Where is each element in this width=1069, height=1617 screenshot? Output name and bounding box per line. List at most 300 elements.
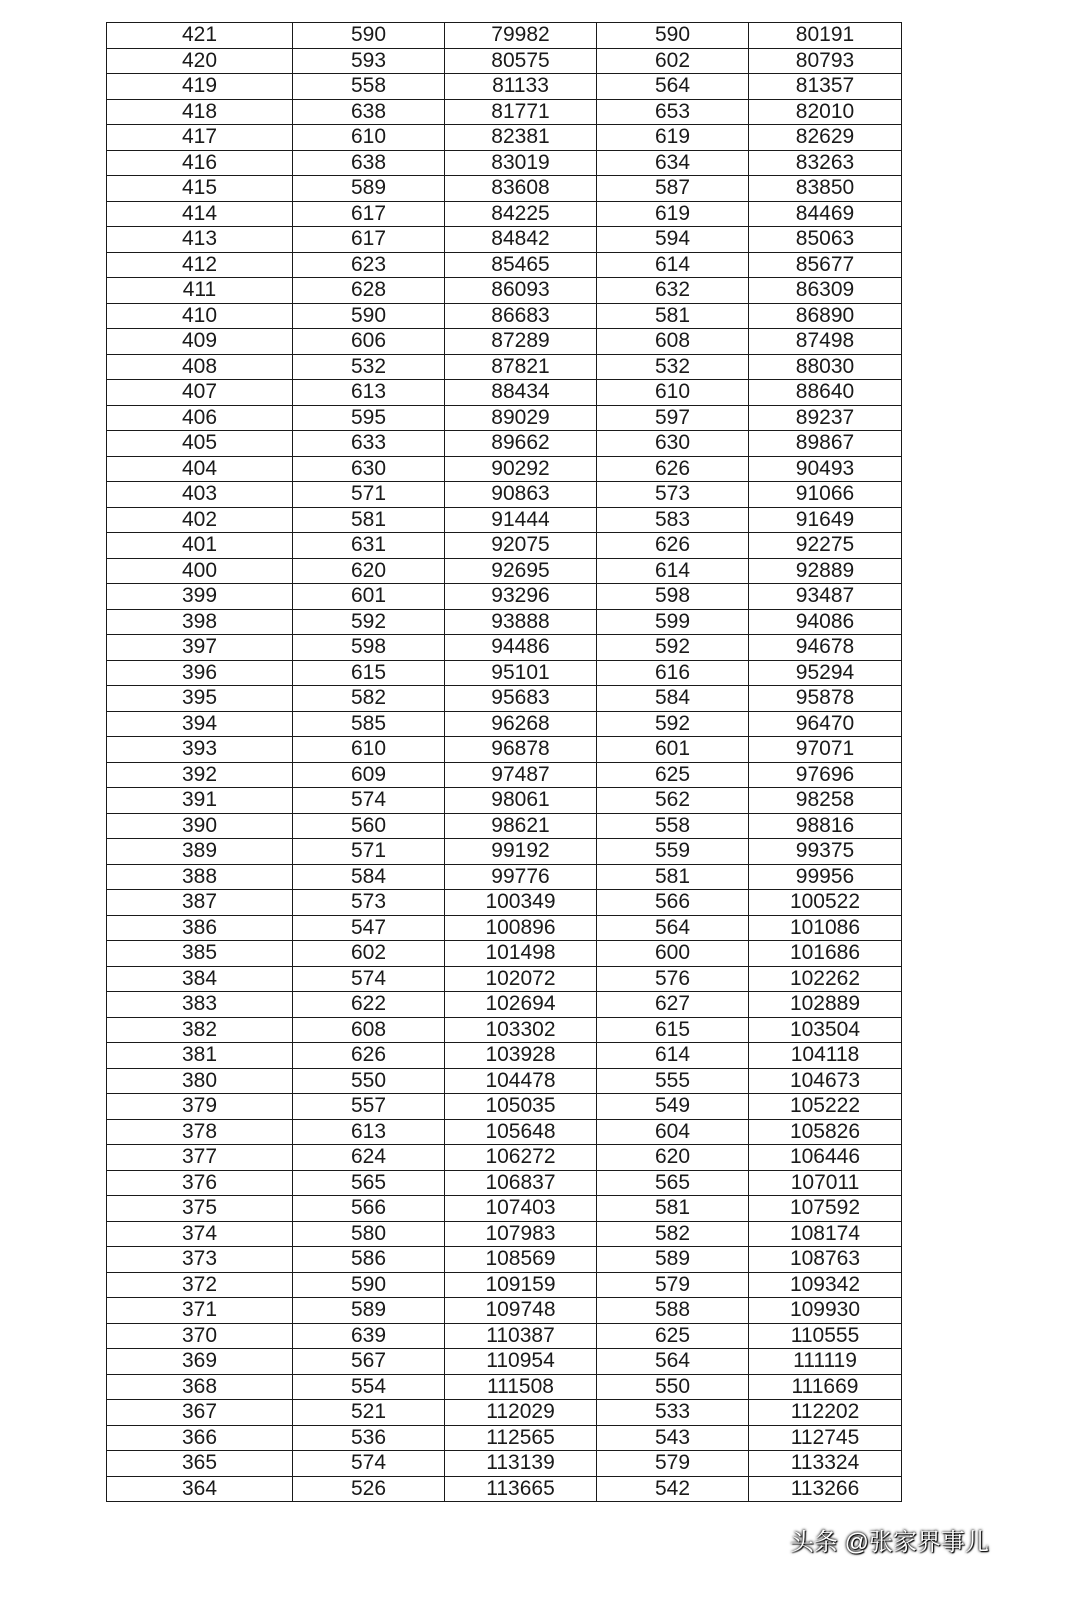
count-a-cell: 606: [293, 329, 445, 355]
count-a-cell: 626: [293, 1043, 445, 1069]
score-cell: 370: [107, 1323, 293, 1349]
watermark-text: 头条 @张家界事儿: [790, 1529, 990, 1556]
table-row: [107, 1451, 902, 1477]
count-a-cell: 550: [293, 1068, 445, 1094]
score-cell: 385: [107, 941, 293, 967]
score-cell: 393: [107, 737, 293, 763]
cumulative-b-cell: 81357: [749, 74, 902, 100]
score-cell: 411: [107, 278, 293, 304]
count-a-cell: 617: [293, 227, 445, 253]
cumulative-a-cell: 112565: [445, 1425, 597, 1451]
count-a-cell: 639: [293, 1323, 445, 1349]
cumulative-b-cell: 82010: [749, 99, 902, 125]
cumulative-b-cell: 111119: [749, 1349, 902, 1375]
table-row: [107, 1043, 902, 1069]
count-a-cell: 526: [293, 1476, 445, 1502]
count-b-cell: 576: [597, 966, 749, 992]
score-cell: 401: [107, 533, 293, 559]
cumulative-a-cell: 107403: [445, 1196, 597, 1222]
score-cell: 409: [107, 329, 293, 355]
cumulative-a-cell: 111508: [445, 1374, 597, 1400]
cumulative-b-cell: 104673: [749, 1068, 902, 1094]
cumulative-a-cell: 81133: [445, 74, 597, 100]
score-cell: 394: [107, 711, 293, 737]
count-b-cell: 587: [597, 176, 749, 202]
cumulative-a-cell: 93888: [445, 609, 597, 635]
cumulative-b-cell: 110555: [749, 1323, 902, 1349]
count-b-cell: 579: [597, 1451, 749, 1477]
score-cell: 386: [107, 915, 293, 941]
table-row: [107, 992, 902, 1018]
cumulative-a-cell: 90863: [445, 482, 597, 508]
score-cell: 390: [107, 813, 293, 839]
cumulative-b-cell: 108174: [749, 1221, 902, 1247]
cumulative-b-cell: 92889: [749, 558, 902, 584]
count-b-cell: 614: [597, 558, 749, 584]
count-b-cell: 549: [597, 1094, 749, 1120]
count-a-cell: 589: [293, 1298, 445, 1324]
cumulative-b-cell: 94678: [749, 635, 902, 661]
count-a-cell: 620: [293, 558, 445, 584]
count-b-cell: 588: [597, 1298, 749, 1324]
table-row: [107, 405, 902, 431]
score-cell: 399: [107, 584, 293, 610]
count-b-cell: 626: [597, 533, 749, 559]
table-row: [107, 1374, 902, 1400]
count-a-cell: 623: [293, 252, 445, 278]
count-a-cell: 590: [293, 1272, 445, 1298]
score-cell: 383: [107, 992, 293, 1018]
table-row: [107, 329, 902, 355]
count-a-cell: 608: [293, 1017, 445, 1043]
count-a-cell: 566: [293, 1196, 445, 1222]
table-row: [107, 99, 902, 125]
score-cell: 377: [107, 1145, 293, 1171]
table-row: [107, 380, 902, 406]
score-cell: 391: [107, 788, 293, 814]
cumulative-b-cell: 103504: [749, 1017, 902, 1043]
cumulative-a-cell: 98621: [445, 813, 597, 839]
count-b-cell: 583: [597, 507, 749, 533]
table-row: [107, 864, 902, 890]
cumulative-a-cell: 84225: [445, 201, 597, 227]
table-row: [107, 482, 902, 508]
cumulative-b-cell: 106446: [749, 1145, 902, 1171]
score-cell: 404: [107, 456, 293, 482]
table-row: [107, 915, 902, 941]
cumulative-b-cell: 97696: [749, 762, 902, 788]
table-row: [107, 788, 902, 814]
count-a-cell: 590: [293, 23, 445, 49]
table-row: [107, 558, 902, 584]
table-row: [107, 456, 902, 482]
table-row: [107, 48, 902, 74]
cumulative-b-cell: 91066: [749, 482, 902, 508]
table-row: [107, 507, 902, 533]
score-cell: 420: [107, 48, 293, 74]
score-cell: 395: [107, 686, 293, 712]
table-row: [107, 227, 902, 253]
table-row: [107, 1068, 902, 1094]
cumulative-a-cell: 83608: [445, 176, 597, 202]
cumulative-b-cell: 112202: [749, 1400, 902, 1426]
cumulative-b-cell: 108763: [749, 1247, 902, 1273]
count-b-cell: 626: [597, 456, 749, 482]
table-row: [107, 890, 902, 916]
table-row: [107, 74, 902, 100]
count-b-cell: 590: [597, 23, 749, 49]
count-a-cell: 560: [293, 813, 445, 839]
table-row: [107, 941, 902, 967]
score-cell: 381: [107, 1043, 293, 1069]
cumulative-a-cell: 95101: [445, 660, 597, 686]
count-b-cell: 594: [597, 227, 749, 253]
cumulative-a-cell: 97487: [445, 762, 597, 788]
score-cell: 398: [107, 609, 293, 635]
count-a-cell: 567: [293, 1349, 445, 1375]
count-a-cell: 521: [293, 1400, 445, 1426]
cumulative-b-cell: 107011: [749, 1170, 902, 1196]
score-cell: 368: [107, 1374, 293, 1400]
cumulative-a-cell: 101498: [445, 941, 597, 967]
count-b-cell: 614: [597, 252, 749, 278]
cumulative-a-cell: 91444: [445, 507, 597, 533]
count-a-cell: 586: [293, 1247, 445, 1273]
table-row: [107, 711, 902, 737]
cumulative-b-cell: 85677: [749, 252, 902, 278]
count-a-cell: 536: [293, 1425, 445, 1451]
cumulative-b-cell: 105222: [749, 1094, 902, 1120]
table-row: [107, 635, 902, 661]
table-row: [107, 660, 902, 686]
cumulative-a-cell: 82381: [445, 125, 597, 151]
count-b-cell: 616: [597, 660, 749, 686]
count-b-cell: 604: [597, 1119, 749, 1145]
count-a-cell: 557: [293, 1094, 445, 1120]
cumulative-b-cell: 95294: [749, 660, 902, 686]
count-b-cell: 600: [597, 941, 749, 967]
count-a-cell: 565: [293, 1170, 445, 1196]
score-cell: 396: [107, 660, 293, 686]
count-b-cell: 581: [597, 1196, 749, 1222]
count-a-cell: 638: [293, 150, 445, 176]
count-b-cell: 559: [597, 839, 749, 865]
count-b-cell: 620: [597, 1145, 749, 1171]
score-cell: 375: [107, 1196, 293, 1222]
count-b-cell: 582: [597, 1221, 749, 1247]
count-b-cell: 610: [597, 380, 749, 406]
cumulative-a-cell: 100896: [445, 915, 597, 941]
cumulative-a-cell: 84842: [445, 227, 597, 253]
count-b-cell: 632: [597, 278, 749, 304]
cumulative-b-cell: 88030: [749, 354, 902, 380]
table-row: [107, 1221, 902, 1247]
table-row: [107, 354, 902, 380]
score-cell: 418: [107, 99, 293, 125]
cumulative-b-cell: 96470: [749, 711, 902, 737]
count-b-cell: 566: [597, 890, 749, 916]
count-a-cell: 580: [293, 1221, 445, 1247]
score-cell: 373: [107, 1247, 293, 1273]
table-row: [107, 839, 902, 865]
count-a-cell: 574: [293, 788, 445, 814]
cumulative-b-cell: 111669: [749, 1374, 902, 1400]
count-b-cell: 625: [597, 762, 749, 788]
cumulative-b-cell: 105826: [749, 1119, 902, 1145]
count-a-cell: 592: [293, 609, 445, 635]
cumulative-a-cell: 83019: [445, 150, 597, 176]
count-b-cell: 653: [597, 99, 749, 125]
score-cell: 412: [107, 252, 293, 278]
table-row: [107, 201, 902, 227]
count-b-cell: 550: [597, 1374, 749, 1400]
count-b-cell: 615: [597, 1017, 749, 1043]
cumulative-b-cell: 112745: [749, 1425, 902, 1451]
cumulative-b-cell: 99375: [749, 839, 902, 865]
cumulative-a-cell: 93296: [445, 584, 597, 610]
score-cell: 407: [107, 380, 293, 406]
count-b-cell: 589: [597, 1247, 749, 1273]
count-a-cell: 628: [293, 278, 445, 304]
count-a-cell: 571: [293, 839, 445, 865]
score-cell: 388: [107, 864, 293, 890]
cumulative-b-cell: 98816: [749, 813, 902, 839]
cumulative-a-cell: 112029: [445, 1400, 597, 1426]
score-cell: 406: [107, 405, 293, 431]
cumulative-a-cell: 110387: [445, 1323, 597, 1349]
score-cell: 378: [107, 1119, 293, 1145]
table-row: [107, 1196, 902, 1222]
count-a-cell: 571: [293, 482, 445, 508]
score-cell: 417: [107, 125, 293, 151]
cumulative-a-cell: 81771: [445, 99, 597, 125]
cumulative-a-cell: 90292: [445, 456, 597, 482]
score-cell: 382: [107, 1017, 293, 1043]
cumulative-b-cell: 89237: [749, 405, 902, 431]
cumulative-b-cell: 93487: [749, 584, 902, 610]
count-b-cell: 573: [597, 482, 749, 508]
cumulative-b-cell: 80191: [749, 23, 902, 49]
cumulative-b-cell: 82629: [749, 125, 902, 151]
score-cell: 392: [107, 762, 293, 788]
cumulative-a-cell: 100349: [445, 890, 597, 916]
count-b-cell: 562: [597, 788, 749, 814]
cumulative-a-cell: 108569: [445, 1247, 597, 1273]
score-cell: 400: [107, 558, 293, 584]
cumulative-a-cell: 79982: [445, 23, 597, 49]
cumulative-a-cell: 103302: [445, 1017, 597, 1043]
score-cell: 410: [107, 303, 293, 329]
cumulative-a-cell: 99776: [445, 864, 597, 890]
score-cell: 402: [107, 507, 293, 533]
count-a-cell: 610: [293, 737, 445, 763]
cumulative-b-cell: 89867: [749, 431, 902, 457]
cumulative-a-cell: 110954: [445, 1349, 597, 1375]
table-row: [107, 23, 902, 49]
count-b-cell: 608: [597, 329, 749, 355]
table-row: [107, 1145, 902, 1171]
cumulative-a-cell: 96268: [445, 711, 597, 737]
cumulative-b-cell: 102262: [749, 966, 902, 992]
table-row: [107, 686, 902, 712]
score-cell: 384: [107, 966, 293, 992]
table-row: [107, 176, 902, 202]
count-a-cell: 593: [293, 48, 445, 74]
table-row: [107, 1272, 902, 1298]
table-row: [107, 584, 902, 610]
score-cell: 397: [107, 635, 293, 661]
table-body: [107, 23, 902, 1502]
cumulative-a-cell: 87821: [445, 354, 597, 380]
table-row: [107, 1400, 902, 1426]
cumulative-a-cell: 109159: [445, 1272, 597, 1298]
score-cell: 413: [107, 227, 293, 253]
count-b-cell: 579: [597, 1272, 749, 1298]
table-row: [107, 533, 902, 559]
cumulative-b-cell: 102889: [749, 992, 902, 1018]
count-a-cell: 547: [293, 915, 445, 941]
count-b-cell: 619: [597, 125, 749, 151]
score-cell: 421: [107, 23, 293, 49]
score-cell: 380: [107, 1068, 293, 1094]
count-b-cell: 564: [597, 74, 749, 100]
table-row: [107, 966, 902, 992]
cumulative-a-cell: 87289: [445, 329, 597, 355]
cumulative-a-cell: 85465: [445, 252, 597, 278]
cumulative-b-cell: 113324: [749, 1451, 902, 1477]
cumulative-b-cell: 83263: [749, 150, 902, 176]
cumulative-a-cell: 113665: [445, 1476, 597, 1502]
count-b-cell: 598: [597, 584, 749, 610]
count-a-cell: 609: [293, 762, 445, 788]
cumulative-b-cell: 109342: [749, 1272, 902, 1298]
table-row: [107, 1119, 902, 1145]
score-cell: 408: [107, 354, 293, 380]
cumulative-a-cell: 89662: [445, 431, 597, 457]
count-b-cell: 565: [597, 1170, 749, 1196]
cumulative-b-cell: 90493: [749, 456, 902, 482]
score-cell: 371: [107, 1298, 293, 1324]
count-b-cell: 584: [597, 686, 749, 712]
count-b-cell: 619: [597, 201, 749, 227]
cumulative-a-cell: 102694: [445, 992, 597, 1018]
cumulative-b-cell: 98258: [749, 788, 902, 814]
cumulative-b-cell: 100522: [749, 890, 902, 916]
count-a-cell: 613: [293, 1119, 445, 1145]
count-b-cell: 581: [597, 303, 749, 329]
count-a-cell: 624: [293, 1145, 445, 1171]
count-b-cell: 601: [597, 737, 749, 763]
cumulative-a-cell: 99192: [445, 839, 597, 865]
count-b-cell: 564: [597, 915, 749, 941]
count-a-cell: 589: [293, 176, 445, 202]
score-cell: 365: [107, 1451, 293, 1477]
score-cell: 369: [107, 1349, 293, 1375]
count-b-cell: 558: [597, 813, 749, 839]
count-b-cell: 602: [597, 48, 749, 74]
count-b-cell: 614: [597, 1043, 749, 1069]
count-b-cell: 542: [597, 1476, 749, 1502]
table-row: [107, 1247, 902, 1273]
score-cell: 366: [107, 1425, 293, 1451]
count-a-cell: 581: [293, 507, 445, 533]
table-row: [107, 1476, 902, 1502]
score-cell: 416: [107, 150, 293, 176]
count-b-cell: 532: [597, 354, 749, 380]
cumulative-a-cell: 89029: [445, 405, 597, 431]
count-a-cell: 638: [293, 99, 445, 125]
cumulative-b-cell: 107592: [749, 1196, 902, 1222]
cumulative-b-cell: 86890: [749, 303, 902, 329]
cumulative-a-cell: 106837: [445, 1170, 597, 1196]
cumulative-b-cell: 97071: [749, 737, 902, 763]
table-row: [107, 303, 902, 329]
count-a-cell: 602: [293, 941, 445, 967]
count-b-cell: 597: [597, 405, 749, 431]
cumulative-a-cell: 105035: [445, 1094, 597, 1120]
cumulative-a-cell: 96878: [445, 737, 597, 763]
count-b-cell: 581: [597, 864, 749, 890]
cumulative-a-cell: 107983: [445, 1221, 597, 1247]
count-a-cell: 601: [293, 584, 445, 610]
count-b-cell: 592: [597, 711, 749, 737]
cumulative-a-cell: 94486: [445, 635, 597, 661]
cumulative-a-cell: 92075: [445, 533, 597, 559]
cumulative-b-cell: 92275: [749, 533, 902, 559]
cumulative-a-cell: 103928: [445, 1043, 597, 1069]
table-row: [107, 1094, 902, 1120]
count-a-cell: 573: [293, 890, 445, 916]
table-row: [107, 252, 902, 278]
cumulative-b-cell: 113266: [749, 1476, 902, 1502]
count-b-cell: 625: [597, 1323, 749, 1349]
cumulative-b-cell: 80793: [749, 48, 902, 74]
cumulative-b-cell: 94086: [749, 609, 902, 635]
cumulative-a-cell: 104478: [445, 1068, 597, 1094]
cumulative-b-cell: 101086: [749, 915, 902, 941]
score-cell: 415: [107, 176, 293, 202]
cumulative-a-cell: 109748: [445, 1298, 597, 1324]
cumulative-b-cell: 86309: [749, 278, 902, 304]
score-cell: 419: [107, 74, 293, 100]
score-cell: 387: [107, 890, 293, 916]
count-b-cell: 630: [597, 431, 749, 457]
score-cell: 405: [107, 431, 293, 457]
score-cell: 374: [107, 1221, 293, 1247]
table-row: [107, 762, 902, 788]
cumulative-a-cell: 86093: [445, 278, 597, 304]
score-rank-table: [106, 22, 902, 1502]
count-a-cell: 598: [293, 635, 445, 661]
cumulative-b-cell: 101686: [749, 941, 902, 967]
count-a-cell: 532: [293, 354, 445, 380]
table-row: [107, 1425, 902, 1451]
count-a-cell: 617: [293, 201, 445, 227]
table-row: [107, 1298, 902, 1324]
count-b-cell: 543: [597, 1425, 749, 1451]
cumulative-a-cell: 105648: [445, 1119, 597, 1145]
count-a-cell: 595: [293, 405, 445, 431]
cumulative-a-cell: 86683: [445, 303, 597, 329]
count-a-cell: 554: [293, 1374, 445, 1400]
count-a-cell: 574: [293, 966, 445, 992]
count-b-cell: 592: [597, 635, 749, 661]
table-row: [107, 125, 902, 151]
count-a-cell: 610: [293, 125, 445, 151]
count-a-cell: 558: [293, 74, 445, 100]
count-b-cell: 564: [597, 1349, 749, 1375]
count-a-cell: 584: [293, 864, 445, 890]
